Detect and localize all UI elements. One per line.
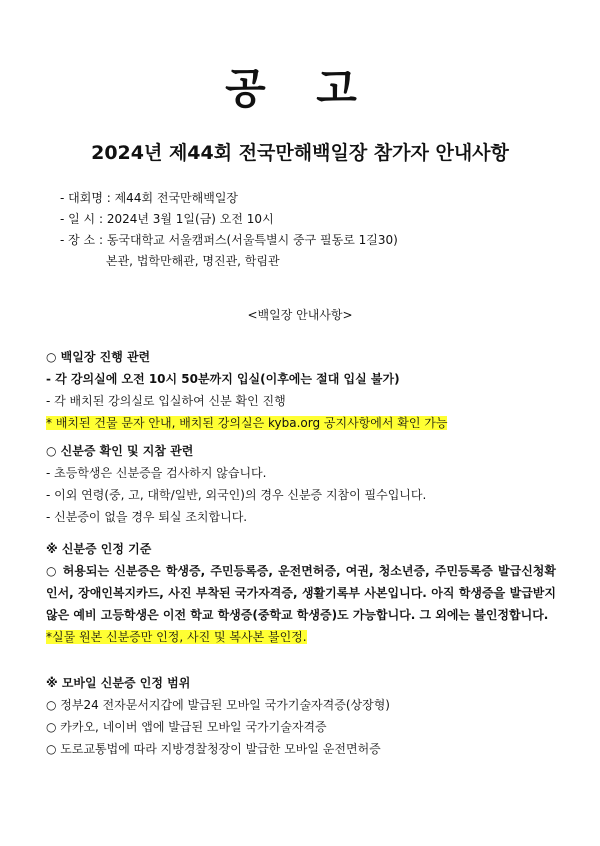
list-item: - 이외 연령(중, 고, 대학/일반, 외국인)의 경우 신분증 지참이 필수입니다. xyxy=(46,488,427,502)
event-name: - 대회명 : 제44회 전국만해백일장 xyxy=(60,191,239,205)
event-date: - 일 시 : 2024년 3월 1일(금) 오전 10시 xyxy=(60,212,274,226)
list-item: ○ 도로교통법에 따라 지방경찰청장이 발급한 모바일 운전면허증 xyxy=(46,742,381,756)
entry-deadline: - 각 강의실에 오전 10시 50분까지 입실(이후에는 절대 입실 불가) xyxy=(46,372,400,386)
highlight-note: * 배치된 건물 문자 안내, 배치된 강의실은 kyba.org 공지사항에서 확인 가능 xyxy=(46,416,448,430)
page-title: 공 고 xyxy=(225,64,375,113)
section-heading: ※ 신분증 인정 기준 xyxy=(46,542,152,556)
list-item: - 신분증이 없을 경우 퇴실 조치합니다. xyxy=(46,510,248,524)
section-id-check xyxy=(46,440,556,528)
list-item: ○ 카카오, 네이버 앱에 발급된 모바일 국가기술자격증 xyxy=(46,720,327,734)
identity-check-note: - 각 배치된 강의실로 입실하여 신분 확인 진행 xyxy=(46,394,286,408)
section-heading: ○ 신분증 확인 및 지참 관련 xyxy=(46,444,194,458)
section-progress xyxy=(46,346,556,434)
page-subtitle: 2024년 제44회 전국만해백일장 참가자 안내사항 xyxy=(91,142,509,164)
event-place-detail: 본관, 법학만해관, 명진관, 학림관 xyxy=(106,254,280,268)
list-item: - 초등학생은 신분증을 검사하지 않습니다. xyxy=(46,466,267,480)
event-place: - 장 소 : 동국대학교 서울캠퍼스(서울특별시 중구 필동로 1길30) xyxy=(60,233,398,247)
section-mobile-id xyxy=(46,672,556,760)
section-heading: ○ 백일장 진행 관련 xyxy=(46,350,151,364)
list-item: ○ 정부24 전자문서지갑에 발급된 모바일 국가기술자격증(상장형) xyxy=(46,698,390,712)
section-id-criteria xyxy=(46,538,556,648)
section-heading: ※ 모바일 신분증 인정 범위 xyxy=(46,676,191,690)
accepted-id-paragraph: ○ 허용되는 신분증은 학생증, 주민등록증, 운전면허증, 여권, 청소년증, 주민등록증 발급신청확인서, 장애인복지카드, 사진 부착된 국가자격증, 생활기록부 사본입니다. 아직 학생증을 발급받지 않은 예비 고등학생은 이전 학교 학생증(중학교 학생증)도 가능합니다. 그 외에는 불인정합니다. xyxy=(46,564,556,622)
guide-heading: <백일장 안내사항> xyxy=(247,308,353,322)
highlight-note: *실물 원본 신분증만 인정, 사진 및 복사본 불인정. xyxy=(46,630,307,644)
event-info xyxy=(60,188,398,272)
